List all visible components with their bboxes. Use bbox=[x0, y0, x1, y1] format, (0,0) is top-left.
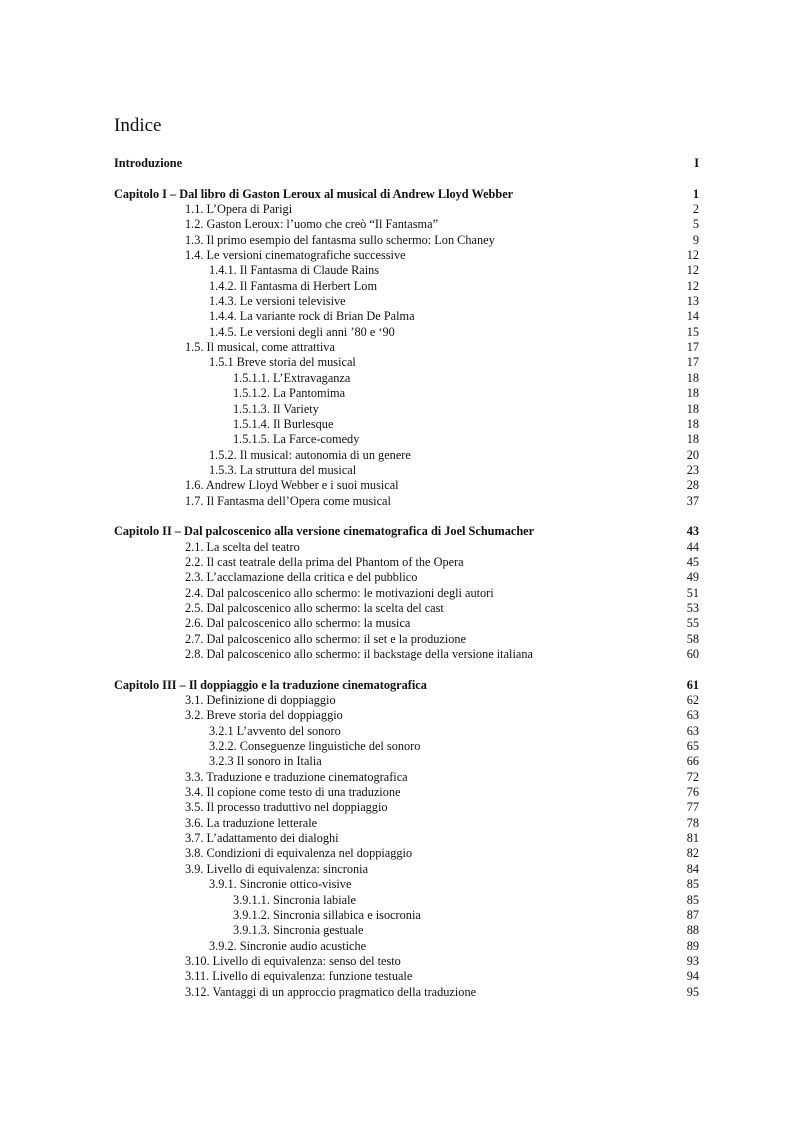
toc-page-number: 82 bbox=[686, 846, 699, 861]
toc-page-number: 37 bbox=[686, 493, 699, 508]
toc-entry-title: 3.9.1.2. Sincronia sillabica e isocronia bbox=[233, 907, 421, 922]
toc-entry-title: 1.3. Il primo esempio del fantasma sullo schermo: Lon Chaney bbox=[185, 232, 495, 247]
toc-page-number: 13 bbox=[686, 294, 699, 309]
toc-entry-title: 2.2. Il cast teatrale della prima del Phantom of the Opera bbox=[185, 554, 464, 569]
toc-page-number: 94 bbox=[686, 969, 699, 984]
toc-page-number: 44 bbox=[686, 539, 699, 554]
toc-entry bbox=[114, 540, 699, 555]
toc-page-number: 17 bbox=[686, 355, 699, 370]
toc-entry-title: 1.4.1. Il Fantasma di Claude Rains bbox=[209, 263, 380, 278]
toc-page-number: 18 bbox=[686, 370, 699, 385]
toc-chapter-entry bbox=[114, 678, 699, 693]
toc-entry-title: 1.5.1 Breve storia del musical bbox=[209, 355, 356, 370]
toc-entry bbox=[114, 202, 699, 217]
toc-entry bbox=[114, 478, 699, 493]
toc-entry-title: 3.2. Breve storia del doppiaggio bbox=[185, 708, 343, 723]
toc-entry bbox=[114, 770, 699, 785]
toc-entry-title: 3.1. Definizione di doppiaggio bbox=[185, 693, 336, 708]
toc-page-number: 12 bbox=[686, 278, 699, 293]
toc-page-number: 93 bbox=[686, 953, 699, 968]
toc-entry-title: 1.1. L’Opera di Parigi bbox=[185, 202, 293, 217]
table-of-contents bbox=[114, 156, 699, 1000]
toc-page-number: 1 bbox=[692, 186, 699, 201]
toc-entry-title: 1.5. Il musical, come attrattiva bbox=[185, 340, 335, 355]
toc-page-number: 28 bbox=[686, 478, 699, 493]
toc-page-number: 60 bbox=[686, 647, 699, 661]
toc-page-number: 77 bbox=[686, 800, 699, 815]
toc-chapter-entry bbox=[114, 156, 699, 171]
toc-page-number: 20 bbox=[686, 447, 699, 462]
toc-entry-title: 1.4.5. Le versioni degli anni ’80 e ‘90 bbox=[209, 324, 395, 339]
toc-entry bbox=[114, 800, 699, 815]
toc-entry-title: 1.4.2. Il Fantasma di Herbert Lom bbox=[209, 278, 378, 293]
toc-page-number: 18 bbox=[686, 401, 699, 416]
toc-page-number: 85 bbox=[686, 892, 699, 907]
toc-entry bbox=[114, 632, 699, 647]
toc-page-number: 15 bbox=[686, 324, 699, 339]
toc-entry-title: 1.5.1.5. La Farce-comedy bbox=[233, 432, 360, 447]
toc-entry-title: 3.8. Condizioni di equivalenza nel doppiaggio bbox=[185, 846, 413, 861]
toc-entry bbox=[114, 693, 699, 708]
toc-entry bbox=[114, 724, 699, 739]
toc-entry-title: 3.4. Il copione come testo di una traduzione bbox=[185, 785, 401, 800]
toc-entry-title: 3.9.1. Sincronie ottico-visive bbox=[209, 877, 352, 892]
toc-entry bbox=[114, 417, 699, 432]
toc-entry-title: 3.9.1.3. Sincronia gestuale bbox=[233, 923, 364, 938]
toc-page-number: 49 bbox=[686, 570, 699, 585]
toc-entry-title: 2.3. L’acclamazione della critica e del pubblico bbox=[185, 570, 418, 585]
toc-entry bbox=[114, 708, 699, 723]
toc-page-number: 51 bbox=[686, 585, 699, 600]
toc-entry-title: 3.6. La traduzione letterale bbox=[185, 815, 318, 830]
toc-page-number: 87 bbox=[686, 907, 699, 922]
toc-page-number: 12 bbox=[686, 248, 699, 263]
toc-entry bbox=[114, 831, 699, 846]
toc-entry bbox=[114, 432, 699, 447]
toc-page-number: 9 bbox=[692, 232, 699, 247]
toc-entry-title: 1.5.2. Il musical: autonomia di un genere bbox=[209, 447, 411, 462]
toc-entry bbox=[114, 877, 699, 892]
toc-entry-title: 3.11. Livello di equivalenza: funzione testuale bbox=[185, 969, 413, 984]
toc-entry-title: 2.8. Dal palcoscenico allo schermo: il backstage della versione italiana bbox=[185, 647, 533, 661]
toc-entry bbox=[114, 647, 699, 662]
toc-page-number: 53 bbox=[686, 600, 699, 615]
toc-entry-title: 3.7. L’adattamento dei dialoghi bbox=[185, 831, 339, 846]
toc-entry bbox=[114, 355, 699, 370]
toc-entry bbox=[114, 616, 699, 631]
toc-entry bbox=[114, 893, 699, 908]
toc-entry-title: Capitolo I – Dal libro di Gaston Leroux al musical di Andrew Lloyd Webber bbox=[114, 186, 514, 201]
toc-entry-title: Capitolo II – Dal palcoscenico alla versione cinematografica di Joel Schumacher bbox=[114, 524, 535, 539]
toc-page-number: 43 bbox=[686, 524, 699, 539]
toc-page-number: 78 bbox=[686, 815, 699, 830]
toc-entry-title: 3.2.3 Il sonoro in Italia bbox=[209, 754, 322, 769]
toc-entry-title: 1.5.1.1. L’Extravaganza bbox=[233, 370, 351, 385]
toc-entry bbox=[114, 969, 699, 984]
toc-entry bbox=[114, 954, 699, 969]
toc-entry-title: 1.4. Le versioni cinematografiche successive bbox=[185, 248, 406, 263]
toc-page-number: 55 bbox=[686, 616, 699, 631]
toc-entry bbox=[114, 846, 699, 861]
toc-entry bbox=[114, 217, 699, 232]
toc-entry-title: 3.5. Il processo traduttivo nel doppiaggio bbox=[185, 800, 388, 815]
toc-entry-title: 3.9.2. Sincronie audio acustiche bbox=[209, 938, 367, 953]
toc-entry-title: 1.5.1.3. Il Variety bbox=[233, 401, 319, 416]
toc-entry bbox=[114, 263, 699, 278]
toc-page-number: 66 bbox=[686, 754, 699, 769]
toc-entry-title: 2.4. Dal palcoscenico allo schermo: le motivazioni degli autori bbox=[185, 585, 494, 600]
toc-page-number: 89 bbox=[686, 938, 699, 953]
toc-entry bbox=[114, 570, 699, 585]
toc-entry bbox=[114, 279, 699, 294]
toc-entry-title: 3.3. Traduzione e traduzione cinematografica bbox=[185, 769, 408, 784]
toc-entry-title: 1.4.4. La variante rock di Brian De Palma bbox=[209, 309, 415, 324]
toc-page-number: 17 bbox=[686, 340, 699, 355]
toc-page-number: 62 bbox=[686, 693, 699, 708]
toc-page-number: 72 bbox=[686, 769, 699, 784]
toc-page-number: 84 bbox=[686, 861, 699, 876]
toc-entry bbox=[114, 785, 699, 800]
toc-entry bbox=[114, 555, 699, 570]
toc-page-number: 63 bbox=[686, 708, 699, 723]
toc-page-number: 14 bbox=[686, 309, 699, 324]
toc-entry-title: 2.5. Dal palcoscenico allo schermo: la scelta del cast bbox=[185, 600, 444, 615]
toc-entry bbox=[114, 386, 699, 401]
toc-entry bbox=[114, 402, 699, 417]
toc-page-number: 18 bbox=[686, 386, 699, 401]
toc-entry-title: 1.6. Andrew Lloyd Webber e i suoi musical bbox=[185, 478, 399, 493]
toc-page-number: 61 bbox=[686, 677, 699, 692]
toc-chapter-entry bbox=[114, 524, 699, 539]
toc-page-number: 5 bbox=[692, 217, 699, 232]
toc-entry-title: 2.1. La scelta del teatro bbox=[185, 539, 300, 554]
toc-entry bbox=[114, 448, 699, 463]
toc-entry bbox=[114, 586, 699, 601]
toc-page-number: 58 bbox=[686, 631, 699, 646]
toc-entry bbox=[114, 862, 699, 877]
toc-entry bbox=[114, 923, 699, 938]
toc-entry-title: 1.2. Gaston Leroux: l’uomo che creò “Il Fantasma” bbox=[185, 217, 439, 232]
toc-entry-title: 1.7. Il Fantasma dell’Opera come musical bbox=[185, 493, 391, 508]
toc-entry-title: 1.5.1.2. La Pantomima bbox=[233, 386, 346, 401]
toc-entry-title: 3.10. Livello di equivalenza: senso del testo bbox=[185, 953, 401, 968]
toc-entry-title: 2.7. Dal palcoscenico allo schermo: il set e la produzione bbox=[185, 631, 467, 646]
toc-entry bbox=[114, 340, 699, 355]
toc-page-number: 95 bbox=[686, 984, 699, 999]
toc-page-number: 81 bbox=[686, 831, 699, 846]
toc-chapter-entry bbox=[114, 187, 699, 202]
toc-entry-title: 2.6. Dal palcoscenico allo schermo: la musica bbox=[185, 616, 411, 631]
toc-page-number: 2 bbox=[692, 202, 699, 217]
toc-entry-title: 3.12. Vantaggi di un approccio pragmatico della traduzione bbox=[185, 984, 477, 999]
toc-entry bbox=[114, 309, 699, 324]
toc-entry bbox=[114, 908, 699, 923]
toc-page-number: 23 bbox=[686, 462, 699, 477]
toc-entry bbox=[114, 494, 699, 509]
toc-entry-title: Capitolo III – Il doppiaggio e la traduzione cinematografica bbox=[114, 677, 427, 692]
toc-entry bbox=[114, 816, 699, 831]
toc-entry bbox=[114, 371, 699, 386]
toc-entry bbox=[114, 754, 699, 769]
toc-page-number: 45 bbox=[686, 554, 699, 569]
toc-page-number: 12 bbox=[686, 263, 699, 278]
toc-page-number: 88 bbox=[686, 923, 699, 938]
toc-page-number: 76 bbox=[686, 785, 699, 800]
toc-page-number: 18 bbox=[686, 416, 699, 431]
toc-page-number: 85 bbox=[686, 877, 699, 892]
toc-entry-title: 1.4.3. Le versioni televisive bbox=[209, 294, 346, 309]
page-title: Indice bbox=[114, 115, 162, 136]
toc-page-number: 18 bbox=[686, 432, 699, 447]
toc-entry bbox=[114, 985, 699, 1000]
toc-entry bbox=[114, 463, 699, 478]
toc-entry bbox=[114, 248, 699, 263]
toc-entry bbox=[114, 939, 699, 954]
toc-entry bbox=[114, 233, 699, 248]
toc-entry-title: 1.5.1.4. Il Burlesque bbox=[233, 416, 334, 431]
toc-entry bbox=[114, 739, 699, 754]
toc-entry-title: 3.2.2. Conseguenze linguistiche del sonoro bbox=[209, 739, 421, 754]
toc-entry bbox=[114, 294, 699, 309]
toc-entry-title: 3.9.1.1. Sincronia labiale bbox=[233, 892, 356, 907]
toc-entry bbox=[114, 601, 699, 616]
toc-entry-title: 1.5.3. La struttura del musical bbox=[209, 462, 357, 477]
toc-entry-title: 3.2.1 L’avvento del sonoro bbox=[209, 723, 341, 738]
toc-page-number: 65 bbox=[686, 739, 699, 754]
toc-page-number: 63 bbox=[686, 723, 699, 738]
toc-entry bbox=[114, 325, 699, 340]
toc-entry-title: Introduzione bbox=[114, 156, 183, 170]
toc-entry-title: 3.9. Livello di equivalenza: sincronia bbox=[185, 861, 369, 876]
toc-page-number: I bbox=[694, 156, 699, 170]
